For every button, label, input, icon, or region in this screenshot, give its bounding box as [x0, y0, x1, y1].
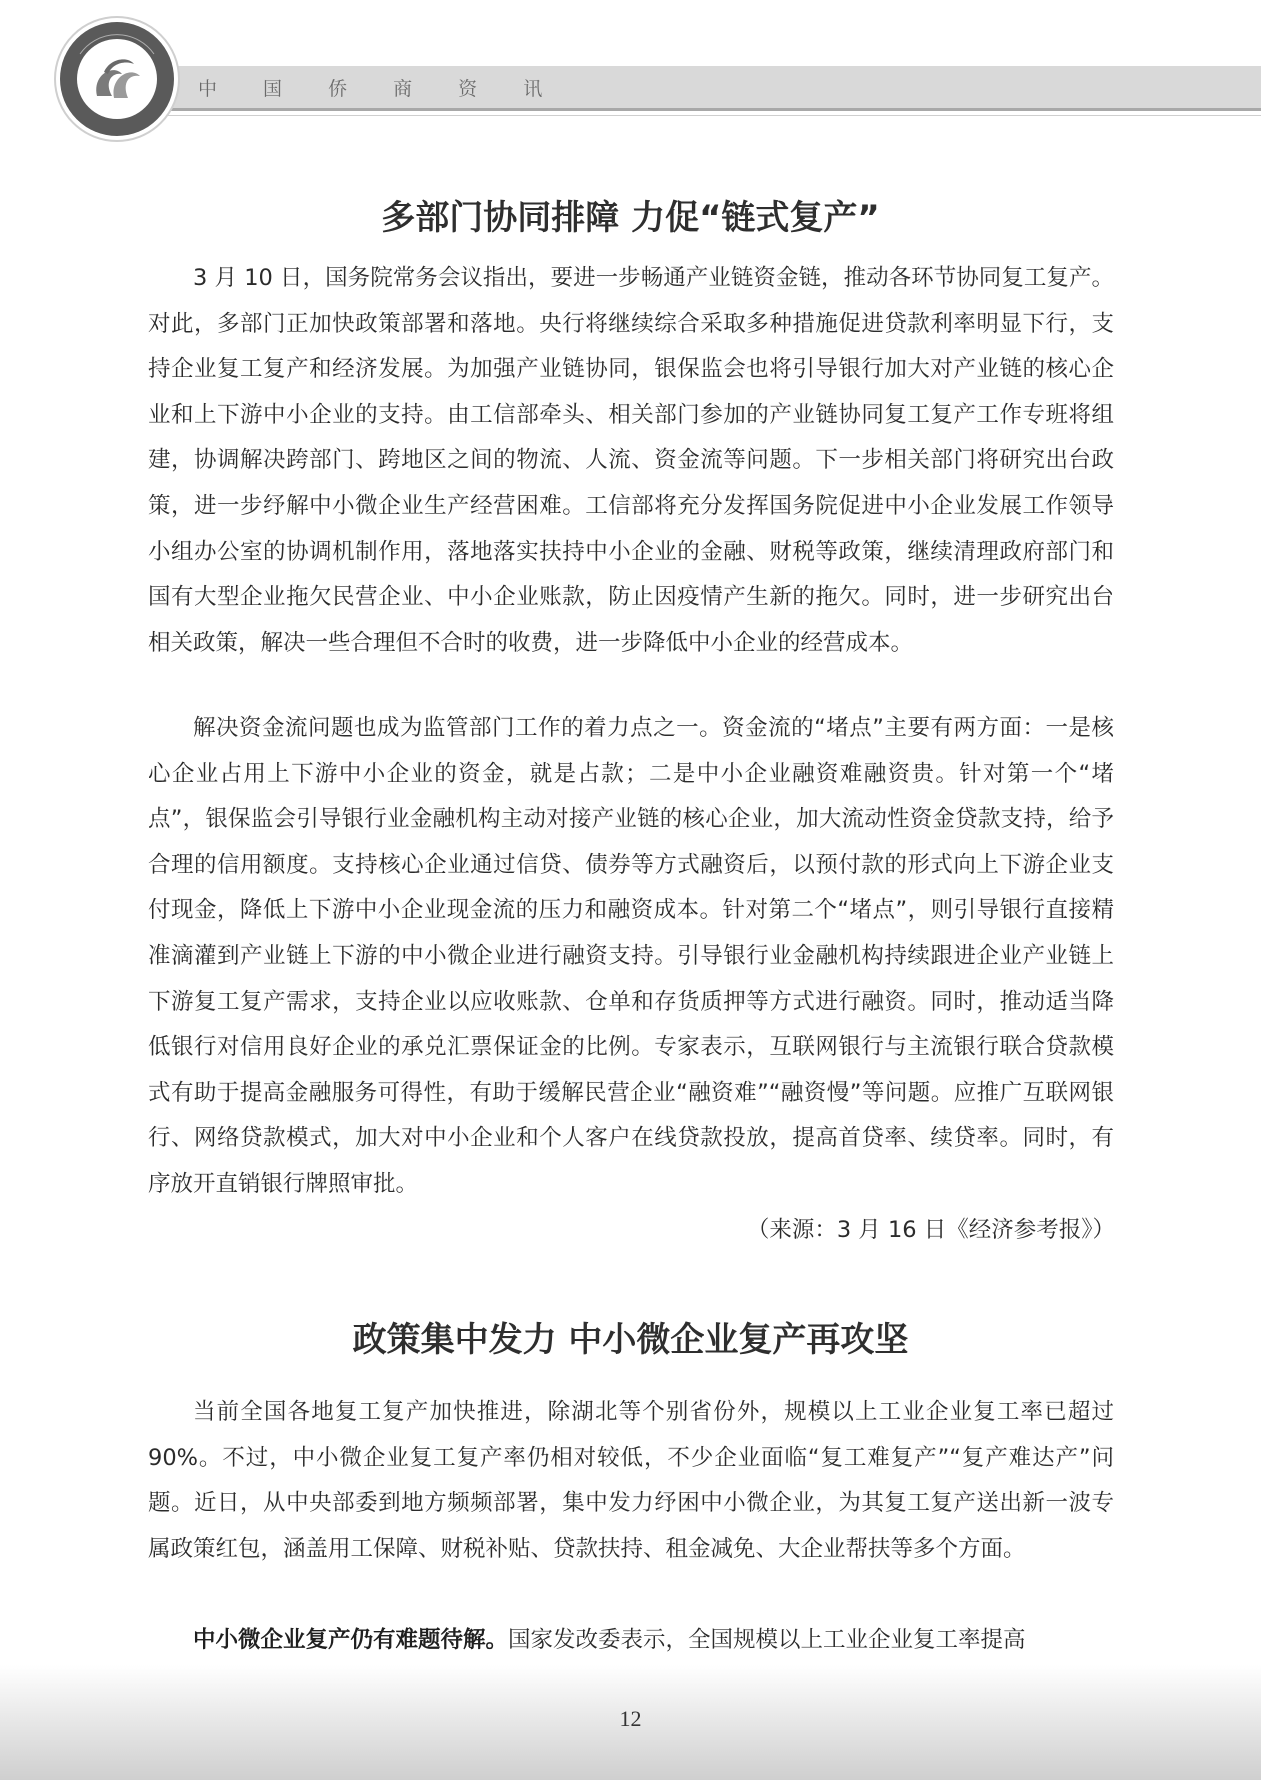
article-1-title: 多部门协同排障 力促“链式复产” — [381, 198, 880, 238]
article-2-title: 政策集中发力 中小微企业复产再攻坚 — [352, 1320, 909, 1360]
article-2-lead-bold: 中小微企业复产仍有难题待解。 — [193, 1627, 509, 1653]
article-2-paragraph-2 — [148, 1618, 1114, 1664]
header-title: 中 国 侨 商 资 讯 — [198, 78, 563, 100]
article-1-source: （来源：3 月 16 日《经济参考报》） — [746, 1217, 1115, 1243]
header-divider — [150, 115, 1261, 116]
article-2-lead-rest: 国家发改委表示，全国规模以上工业企业复工率提高 — [508, 1627, 1026, 1653]
article-2-paragraph-1: 当前全国各地复工复产加快推进，除湖北等个别省份外，规模以上工业企业复工率已超过 90%。不过，中小微企业复工复产率仍相对较低，不少企业面临“复工难复产”“复产难达产”问题。近日，从中央部委到地方频频部署，集中发力纾困中小微企业，为其复工复产送出新一波专属政策红包，涵盖用工保障、财税补贴、贷款扶持、租金减免、大企业帮扶等多个方面。 — [148, 1399, 1114, 1562]
article-1-paragraph-2: 解决资金流问题也成为监管部门工作的着力点之一。资金流的“堵点”主要有两方面：一是核心企业占用上下游中小企业的资金，就是占款；二是中小企业融资难融资贵。针对第一个“堵点”，银保监会引导银行业金融机构主动对接产业链的核心企业，加大流动性资金贷款支持，给予合理的信用额度。支持核心企业通过信贷、债券等方式融资后，以预付款的形式向上下游企业支付现金，降低上下游中小企业现金流的压力和融资成本。针对第二个“堵点”，则引导银行直接精准滴灌到产业链上下游的中小微企业进行融资支持。引导银行业金融机构持续跟进企业产业链上下游复工复产需求，支持企业以应收账款、仓单和存货质押等方式进行融资。同时，推动适当降低银行对信用良好企业的承兑汇票保证金的比例。专家表示，互联网银行与主流银行联合贷款模式有助于提高金融服务可得性，有助于缓解民营企业“融资难”“融资慢”等问题。应推广互联网银行、网络贷款模式，加大对中小企业和个人客户在线贷款投放，提高首贷率、续贷率。同时，有序放开直销银行牌照审批。 — [148, 715, 1114, 1197]
article-1-paragraph-1: 3 月 10 日，国务院常务会议指出，要进一步畅通产业链资金链，推动各环节协同复工复产。对此，多部门正加快政策部署和落地。央行将继续综合采取多种措施促进贷款利率明显下行，支持企业复工复产和经济发展。为加强产业链协同，银保监会也将引导银行加大对产业链的核心企业和上下游中小企业的支持。由工信部牵头、相关部门参加的产业链协同复工复产工作专班将组建，协调解决跨部门、跨地区之间的物流、人流、资金流等问题。下一步相关部门将研究出台政策，进一步纾解中小微企业生产经营困难。工信部将充分发挥国务院促进中小企业发展工作领导小组办公室的协调机制作用，落地落实扶持中小企业的金融、财税等政策，继续清理政府部门和国有大型企业拖欠民营企业、中小企业账款，防止因疫情产生新的拖欠。同时，进一步研究出台相关政策，解决一些合理但不合时的收费，进一步降低中小企业的经营成本。 — [148, 265, 1114, 656]
logo — [52, 14, 182, 144]
header-band — [150, 66, 1261, 111]
page-number: 12 — [619, 1706, 642, 1731]
